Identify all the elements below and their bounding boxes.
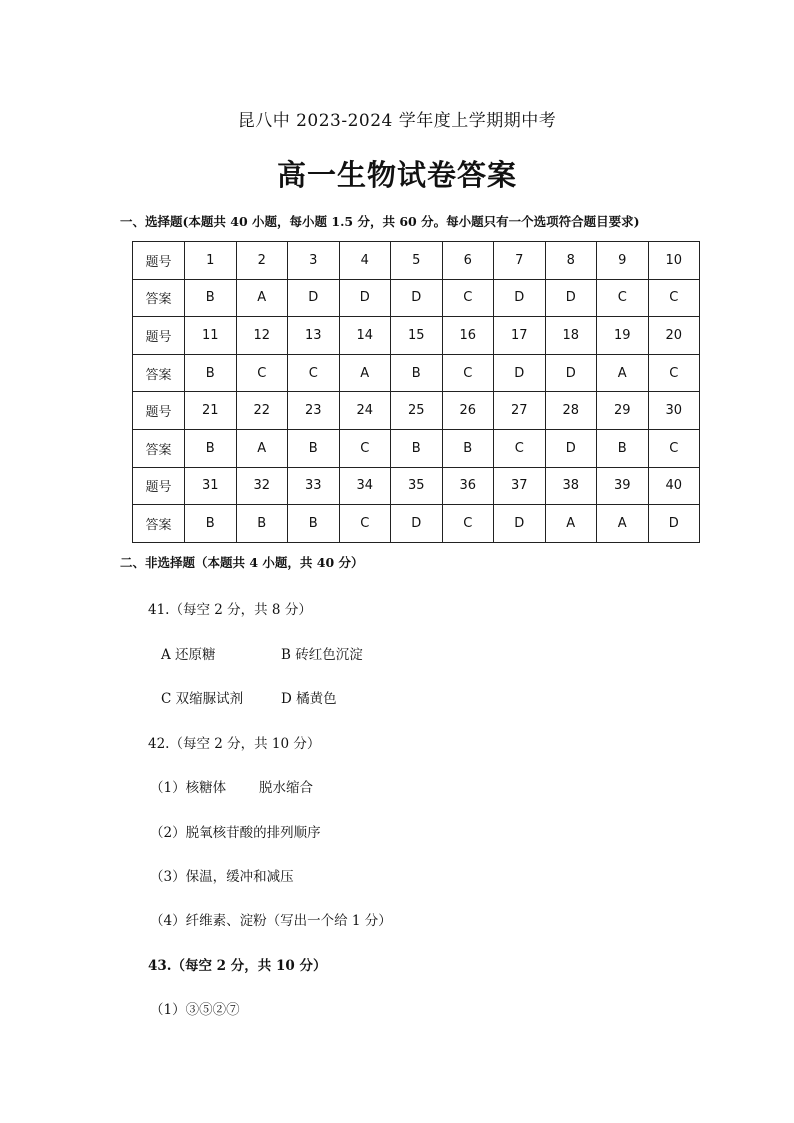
page-title: 高一生物试卷答案	[276, 158, 517, 192]
q41-label: 41.（每空 2 分，共 8 分）	[148, 602, 312, 618]
question-number-cell: 17	[494, 317, 546, 355]
section-heading-non-choice: 二、非选择题（本题共 4 小题，共 40 分）	[120, 555, 364, 570]
answer-cell: C	[648, 279, 700, 317]
answer-row	[133, 429, 700, 467]
answer-cell: B	[442, 429, 494, 467]
row-label-number: 题号	[133, 392, 185, 430]
question-number-cell: 8	[545, 242, 597, 280]
answer-cell: B	[288, 505, 340, 543]
answer-cell: B	[391, 429, 443, 467]
answer-cell: D	[494, 505, 546, 543]
question-number-cell: 4	[339, 242, 391, 280]
answer-cell: C	[442, 279, 494, 317]
section-heading-multiple-choice: 一、选择题(本题共 40 小题，每小题 1.5 分，共 60 分。每小题只有一个选项符合题目要求)	[120, 214, 640, 229]
q42-part4-answer: （4）纤维素、淀粉（写出一个给 1 分）	[150, 913, 392, 929]
answer-cell: A	[597, 505, 649, 543]
q41-answer-d: D 橘黄色	[281, 691, 337, 707]
answer-cell: B	[597, 429, 649, 467]
answer-cell: D	[339, 279, 391, 317]
answer-cell: D	[545, 354, 597, 392]
answer-cell: C	[236, 354, 288, 392]
answer-cell: C	[339, 505, 391, 543]
q42-part3-answer: （3）保温，缓冲和减压	[150, 869, 294, 885]
question-number-cell: 10	[648, 242, 700, 280]
answer-cell: D	[494, 354, 546, 392]
question-number-cell: 39	[597, 467, 649, 505]
answer-table	[132, 241, 700, 543]
answer-cell: D	[648, 505, 700, 543]
answer-cell: C	[442, 505, 494, 543]
answer-cell: B	[185, 279, 237, 317]
question-number-cell: 13	[288, 317, 340, 355]
q42-label: 42.（每空 2 分，共 10 分）	[148, 736, 321, 752]
answer-cell: C	[648, 354, 700, 392]
question-number-cell: 26	[442, 392, 494, 430]
answer-row	[133, 505, 700, 543]
answer-table-body	[133, 242, 700, 543]
question-number-cell: 36	[442, 467, 494, 505]
question-number-cell: 3	[288, 242, 340, 280]
answer-cell: D	[288, 279, 340, 317]
answer-cell: D	[545, 279, 597, 317]
q41-answer-a: A 还原糖	[161, 647, 216, 663]
question-number-cell: 6	[442, 242, 494, 280]
answer-cell: D	[391, 505, 443, 543]
q43-label: 43.（每空 2 分，共 10 分）	[148, 958, 327, 974]
row-label-answer: 答案	[133, 505, 185, 543]
question-number-cell: 29	[597, 392, 649, 430]
q43-part1-answer: （1）③⑤②⑦	[150, 1002, 240, 1018]
answer-cell: D	[494, 279, 546, 317]
question-number-row	[133, 317, 700, 355]
answer-cell: C	[442, 354, 494, 392]
answer-cell: B	[288, 429, 340, 467]
question-number-cell: 19	[597, 317, 649, 355]
question-number-cell: 32	[236, 467, 288, 505]
question-number-cell: 11	[185, 317, 237, 355]
q42-part1-answer-a: （1）核糖体	[150, 780, 227, 796]
q42-part1-answer-b: 脱水缩合	[259, 780, 313, 796]
question-number-cell: 1	[185, 242, 237, 280]
answer-cell: B	[391, 354, 443, 392]
question-number-cell: 7	[494, 242, 546, 280]
row-label-answer: 答案	[133, 279, 185, 317]
question-number-cell: 12	[236, 317, 288, 355]
question-number-cell: 9	[597, 242, 649, 280]
answer-cell: A	[236, 429, 288, 467]
answer-cell: C	[288, 354, 340, 392]
question-number-cell: 30	[648, 392, 700, 430]
answer-cell: C	[597, 279, 649, 317]
answer-cell: A	[236, 279, 288, 317]
row-label-number: 题号	[133, 242, 185, 280]
row-label-number: 题号	[133, 317, 185, 355]
question-number-cell: 37	[494, 467, 546, 505]
question-number-cell: 18	[545, 317, 597, 355]
row-label-answer: 答案	[133, 354, 185, 392]
q41-answer-b: B 砖红色沉淀	[281, 647, 363, 663]
question-number-cell: 16	[442, 317, 494, 355]
q42-part2-answer: （2）脱氧核苷酸的排列顺序	[150, 825, 321, 841]
question-number-cell: 38	[545, 467, 597, 505]
question-number-cell: 33	[288, 467, 340, 505]
question-number-cell: 34	[339, 467, 391, 505]
question-number-cell: 35	[391, 467, 443, 505]
question-number-cell: 21	[185, 392, 237, 430]
answer-cell: B	[236, 505, 288, 543]
question-number-cell: 31	[185, 467, 237, 505]
answer-cell: C	[648, 429, 700, 467]
question-number-cell: 20	[648, 317, 700, 355]
question-number-cell: 2	[236, 242, 288, 280]
question-number-cell: 24	[339, 392, 391, 430]
row-label-answer: 答案	[133, 429, 185, 467]
question-number-row	[133, 392, 700, 430]
answer-cell: D	[391, 279, 443, 317]
question-number-cell: 27	[494, 392, 546, 430]
answer-cell: C	[339, 429, 391, 467]
answer-cell: B	[185, 429, 237, 467]
answer-row	[133, 279, 700, 317]
answer-cell: B	[185, 354, 237, 392]
question-number-cell: 5	[391, 242, 443, 280]
question-number-cell: 25	[391, 392, 443, 430]
question-number-row	[133, 467, 700, 505]
question-number-cell: 22	[236, 392, 288, 430]
answer-cell: A	[597, 354, 649, 392]
exam-school-line: 昆八中 2023-2024 学年度上学期期中考	[237, 111, 557, 131]
answer-cell: B	[185, 505, 237, 543]
question-number-cell: 15	[391, 317, 443, 355]
answer-cell: D	[545, 429, 597, 467]
answer-cell: C	[494, 429, 546, 467]
answer-cell: A	[339, 354, 391, 392]
row-label-number: 题号	[133, 467, 185, 505]
answer-row	[133, 354, 700, 392]
question-number-cell: 40	[648, 467, 700, 505]
answer-cell: A	[545, 505, 597, 543]
question-number-cell: 28	[545, 392, 597, 430]
question-number-row	[133, 242, 700, 280]
question-number-cell: 23	[288, 392, 340, 430]
q41-answer-c: C 双缩脲试剂	[161, 691, 244, 707]
question-number-cell: 14	[339, 317, 391, 355]
